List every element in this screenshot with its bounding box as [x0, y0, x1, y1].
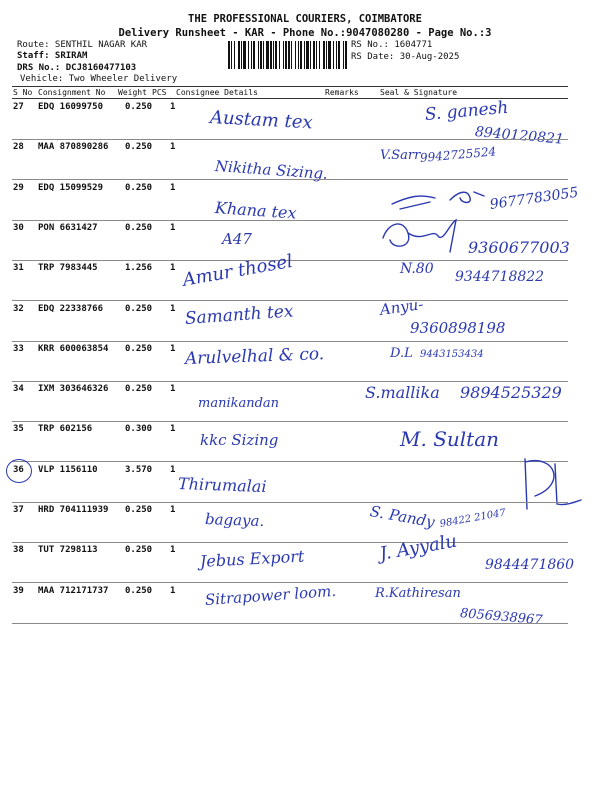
- col-header-remarks: Remarks: [325, 88, 359, 97]
- serial-number: 37: [13, 505, 24, 515]
- consignment-number: IXM 303646326: [38, 384, 109, 395]
- barcode-bar: [260, 41, 262, 69]
- row-rule: [12, 623, 568, 624]
- pieces-count: 1: [170, 464, 176, 475]
- pieces-count: 1: [170, 384, 176, 395]
- serial-number: 33: [13, 343, 24, 354]
- signature-phone: 9844471860: [485, 557, 575, 574]
- barcode-bar: [258, 41, 259, 69]
- barcode-bar: [243, 41, 246, 69]
- signature-scribble: [378, 218, 468, 256]
- consignee-name-handwritten: Amur thosel: [181, 251, 295, 292]
- barcode-bar: [291, 41, 292, 69]
- pieces-count: 1: [170, 102, 176, 112]
- rs-number: RS No.: 1604771: [351, 40, 433, 50]
- signature-name: S.mallika: [365, 383, 440, 403]
- weight-value: 1.256: [125, 263, 153, 274]
- barcode-bar: [326, 41, 327, 69]
- barcode-bar: [323, 41, 325, 69]
- table-row: [0, 502, 600, 542]
- consignee-name-handwritten: Nikitha Sizing.: [214, 157, 329, 184]
- consignment-number: EDQ 15099529: [38, 182, 104, 193]
- table-row: [0, 462, 600, 502]
- pieces-count: 1: [170, 505, 176, 515]
- barcode-bar: [279, 41, 280, 69]
- serial-number: 36: [13, 464, 24, 475]
- table-row: [0, 139, 600, 184]
- signature-name: V.Sarr: [380, 148, 421, 164]
- consignment-number: TUT 7298113: [38, 545, 98, 556]
- consignee-name-handwritten: Arulvelhal & co.: [184, 343, 325, 369]
- pieces-count: 1: [170, 424, 176, 435]
- weight-value: 0.250: [125, 505, 153, 515]
- signature-name: Anyu-: [378, 294, 425, 319]
- signature-stroke: [383, 220, 456, 252]
- table-row: [0, 220, 600, 260]
- weight-value: 0.300: [125, 424, 153, 435]
- barcode-bar: [275, 41, 277, 69]
- barcode-bar: [266, 41, 269, 69]
- serial-number: 27: [13, 102, 24, 112]
- signature-phone: 9894525329: [460, 383, 562, 403]
- circled-mark: [6, 459, 32, 483]
- barcode-bar: [319, 41, 320, 69]
- table-row: [0, 251, 600, 300]
- consignee-name-handwritten: Samanth tex: [184, 300, 295, 329]
- signature-phone: 8056938967: [459, 605, 544, 628]
- serial-number: 39: [13, 585, 24, 596]
- barcode-bar: [310, 41, 311, 69]
- pieces-count: 1: [170, 222, 176, 233]
- barcode-bar: [253, 41, 255, 69]
- weight-value: 0.250: [125, 384, 153, 395]
- weight-value: 0.250: [125, 182, 153, 193]
- company-title: THE PROFESSIONAL COURIERS, COIMBATORE: [188, 13, 422, 25]
- barcode-bar: [306, 41, 309, 69]
- serial-number: 34: [13, 384, 24, 395]
- barcode-bar: [298, 41, 299, 69]
- weight-value: 0.250: [125, 102, 153, 112]
- signature-phone: 98422 21047: [438, 507, 507, 530]
- consignee-name-handwritten: Thirumalai: [177, 473, 267, 496]
- consignee-name-handwritten: Sitrapower loom.: [204, 581, 337, 609]
- consignment-number: PON 6631427: [38, 222, 98, 233]
- signature-phone: 9942725524: [419, 144, 497, 166]
- col-header-signature: Seal & Signature: [380, 88, 458, 97]
- col-header-consignee: Consignee Details: [176, 88, 258, 97]
- staff-label: Staff: SRIRAM: [17, 51, 88, 61]
- pieces-count: 1: [170, 263, 176, 274]
- barcode-bar: [300, 41, 302, 69]
- weight-value: 0.250: [125, 222, 153, 233]
- pieces-count: 1: [170, 182, 176, 193]
- table-row: [0, 581, 600, 628]
- barcode-bar: [228, 41, 230, 69]
- consignee-name-handwritten: manikandan: [198, 396, 280, 412]
- consignment-number: EDQ 16099750: [38, 102, 104, 112]
- barcode: [228, 41, 348, 69]
- consignment-number: MAA 712171737: [38, 585, 109, 596]
- serial-number: 30: [13, 222, 24, 233]
- runsheet-subtitle: Delivery Runsheet - KAR - Phone No.:9047080280 - Page No.:3: [118, 27, 492, 39]
- col-header-pcs: PCS: [152, 88, 167, 97]
- consignment-number: HRD 704111939: [38, 505, 109, 515]
- signature-phone: 9344718822: [455, 269, 545, 286]
- pieces-count: 1: [170, 303, 176, 314]
- pieces-count: 1: [170, 343, 176, 354]
- weight-value: 0.250: [125, 303, 153, 314]
- consignment-number: MAA 870890286: [38, 142, 109, 153]
- barcode-bar: [345, 41, 347, 69]
- table-row: [0, 294, 600, 341]
- barcode-bar: [333, 41, 334, 69]
- consignment-number: KRR 600063854: [38, 343, 109, 354]
- barcode-bar: [343, 41, 344, 69]
- table-top-rule: [12, 86, 568, 87]
- barcode-bar: [288, 41, 290, 69]
- col-header-consignment: Consignment No: [38, 88, 106, 97]
- barcode-bar: [263, 41, 264, 69]
- drs-number: DRS No.: DCJ8160477103: [17, 63, 137, 73]
- barcode-bar: [241, 41, 242, 69]
- consignee-name-handwritten: Jebus Export: [199, 546, 305, 572]
- barcode-bar: [304, 41, 305, 69]
- barcode-bar: [283, 41, 284, 69]
- barcode-bar: [231, 41, 232, 69]
- serial-number: 31: [13, 263, 24, 274]
- barcode-bar: [251, 41, 252, 69]
- serial-number: 28: [13, 142, 24, 153]
- consignee-name-handwritten: Austam tex: [209, 107, 314, 134]
- signature-phone: 8940120821: [474, 124, 565, 148]
- rs-date: RS Date: 30-Aug-2025: [351, 52, 460, 62]
- vehicle-label: Vehicle: Two Wheeler Delivery: [20, 74, 178, 84]
- barcode-bar: [336, 41, 337, 69]
- consignee-name-handwritten: A47: [222, 229, 252, 248]
- signature-name: R.Kathiresan: [375, 585, 461, 601]
- weight-value: 0.250: [125, 343, 153, 354]
- signature-phone: 9360898198: [410, 318, 506, 337]
- serial-number: 29: [13, 182, 24, 193]
- barcode-bar: [270, 41, 272, 69]
- barcode-bar: [328, 41, 331, 69]
- barcode-bar: [316, 41, 317, 69]
- signature-name: D.L: [390, 345, 413, 361]
- barcode-bar: [238, 41, 240, 69]
- barcode-bar: [234, 41, 235, 69]
- weight-value: 0.250: [125, 142, 153, 153]
- weight-value: 0.250: [125, 585, 153, 596]
- consignment-number: EDQ 22338766: [38, 303, 104, 314]
- col-header-sno: S No: [13, 88, 33, 97]
- consignment-number: VLP 1156110: [38, 464, 98, 475]
- table-row: [0, 341, 600, 381]
- signature-scribble: [390, 186, 490, 212]
- serial-number: 38: [13, 545, 24, 556]
- barcode-bar: [273, 41, 274, 69]
- barcode-bar: [295, 41, 296, 69]
- signature-stroke: [392, 192, 484, 209]
- route-label: Route: SENTHIL NAGAR KAR: [17, 40, 148, 50]
- barcode-bar: [248, 41, 249, 69]
- signature-name: N.80: [400, 261, 434, 278]
- signature-phone: 9360677003: [468, 237, 570, 257]
- serial-number: 35: [13, 424, 24, 435]
- pieces-count: 1: [170, 545, 176, 556]
- col-header-weight: Weight: [118, 88, 147, 97]
- consignee-name-handwritten: Khana tex: [214, 197, 298, 223]
- signature-name: S. Pandy: [368, 502, 437, 532]
- signature-phone: 9443153434: [420, 348, 484, 360]
- signature-name: M. Sultan: [400, 427, 500, 452]
- serial-number: 32: [13, 303, 24, 314]
- weight-value: 0.250: [125, 545, 153, 556]
- consignment-number: TRP 7983445: [38, 263, 98, 274]
- consignee-name-handwritten: kkc Sizing: [200, 431, 279, 450]
- barcode-bar: [285, 41, 287, 69]
- consignment-number: TRP 602156: [38, 424, 93, 435]
- signature-name: S. ganesh: [424, 97, 510, 125]
- weight-value: 3.570: [125, 464, 153, 475]
- table-row: [0, 180, 600, 223]
- consignee-name-handwritten: bagaya.: [204, 510, 265, 531]
- barcode-bar: [313, 41, 315, 69]
- table-row: [0, 381, 600, 421]
- signature-phone: 9677783055: [488, 184, 580, 213]
- pieces-count: 1: [170, 585, 176, 596]
- signature-name: J. Ayyalu: [378, 530, 459, 566]
- table-row: [0, 530, 600, 582]
- table-row: [0, 421, 600, 461]
- pieces-count: 1: [170, 142, 176, 153]
- barcode-bar: [338, 41, 340, 69]
